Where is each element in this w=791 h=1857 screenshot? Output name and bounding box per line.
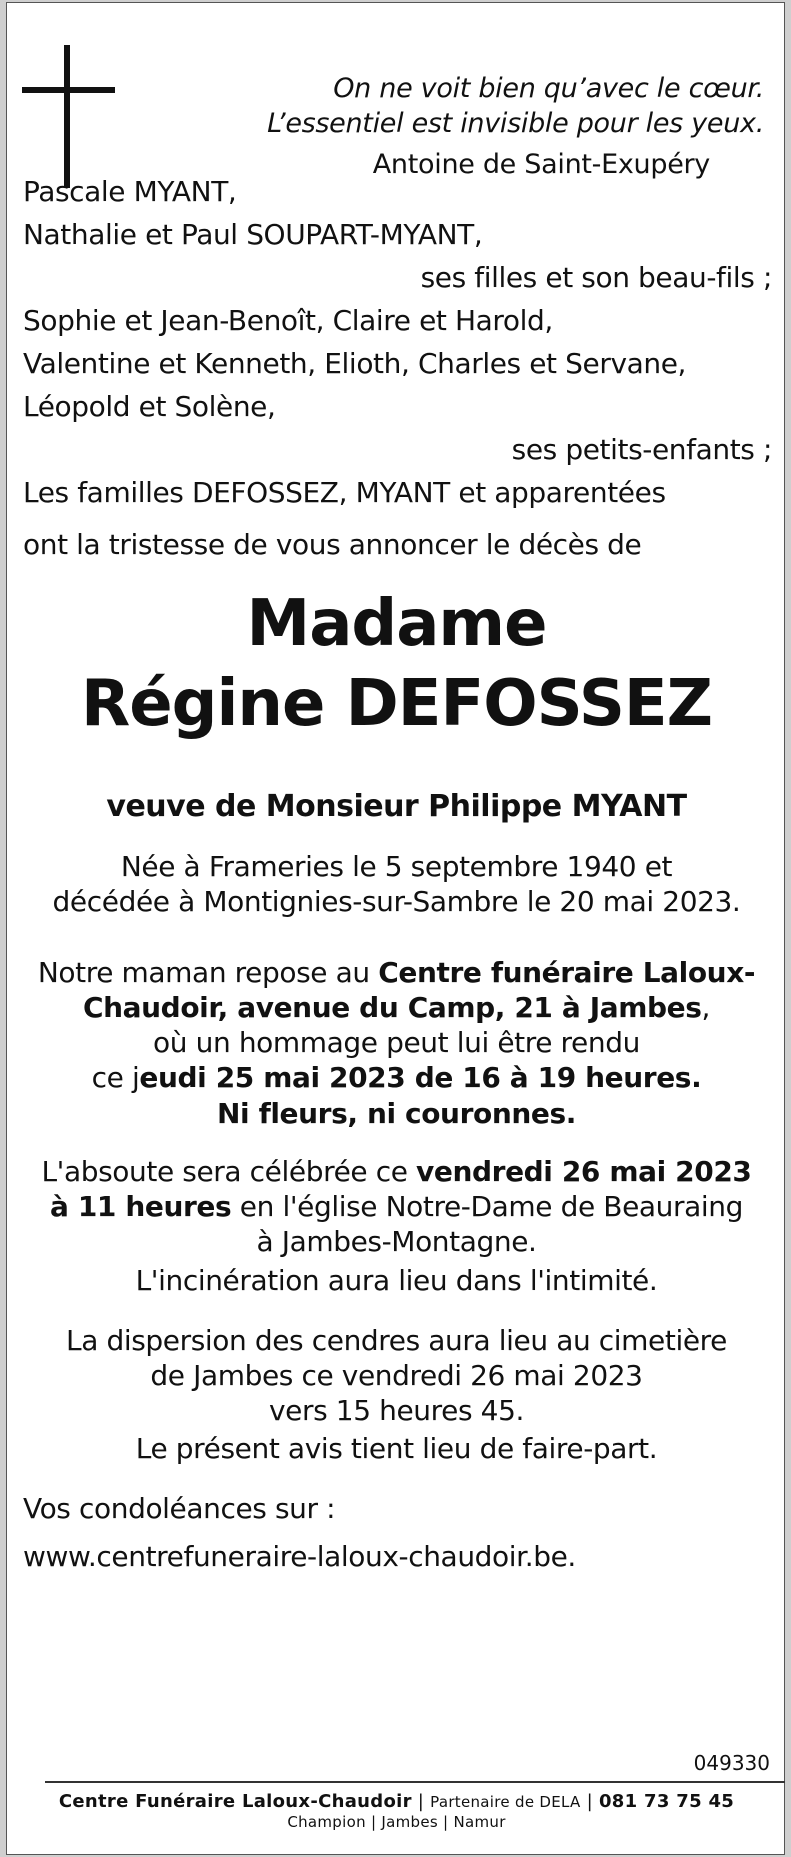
deceased-widow-line: veuve de Monsieur Philippe MYANT xyxy=(106,789,687,824)
flowers-text: Ni fleurs, ni couronnes. xyxy=(217,1097,576,1130)
notice-note: Le présent avis tient lieu de faire-part. xyxy=(135,1432,658,1465)
obituary-notice xyxy=(6,2,785,1855)
birth-line: Née à Frameries le 5 septembre 1940 et xyxy=(120,850,673,883)
rest-punct: , xyxy=(701,991,711,1024)
deceased-title: Madame xyxy=(246,587,547,661)
cross-icon-bar xyxy=(22,87,115,93)
footer-phone: 081 73 75 45 xyxy=(598,1791,735,1812)
family-relation: ses petits-enfants ; xyxy=(511,433,772,466)
absoute-info xyxy=(7,1154,786,1259)
birth-death-info xyxy=(7,849,786,919)
condolences-link[interactable]: www.centrefuneraire-laloux-chaudoir.be. xyxy=(23,1540,576,1573)
family-line: Nathalie et Paul SOUPART-MYANT, xyxy=(23,218,483,251)
footer-divider xyxy=(45,1781,785,1783)
reference-number: 049330 xyxy=(693,1751,770,1775)
family-line: Les familles DEFOSSEZ, MYANT et apparentées xyxy=(23,476,666,509)
announcement-line: ont la tristesse de vous annoncer le décès de xyxy=(23,528,642,561)
family-line: Pascale MYANT, xyxy=(23,175,237,208)
homage-prefix: ce j xyxy=(91,1061,140,1094)
footer-locations: Champion | Jambes | Namur xyxy=(287,1813,506,1831)
rest-place: Centre funéraire Laloux- xyxy=(378,956,756,989)
family-line: Léopold et Solène, xyxy=(23,390,276,423)
absoute-location: à Jambes-Montagne. xyxy=(256,1225,537,1258)
dispersion-info xyxy=(7,1323,786,1428)
flowers-note xyxy=(7,1096,786,1131)
family-line: Sophie et Jean-Benoît, Claire et Harold, xyxy=(23,304,553,337)
dispersion-line: La dispersion des cendres aura lieu au cimetière xyxy=(66,1324,727,1357)
footer-sep: | xyxy=(586,1791,593,1812)
absoute-date: vendredi 26 mai 2023 xyxy=(416,1155,752,1188)
quote-line-1: On ne voit bien qu’avec le cœur. xyxy=(333,73,764,104)
cross-icon xyxy=(64,45,70,188)
dispersion-line: de Jambes ce vendredi 26 mai 2023 xyxy=(150,1359,643,1392)
footer-line xyxy=(7,1790,786,1814)
homage-datetime: eudi 25 mai 2023 de 16 à 19 heures. xyxy=(139,1061,702,1094)
quote-line-2: L’essentiel est invisible pour les yeux. xyxy=(267,108,764,139)
family-line: Valentine et Kenneth, Elioth, Charles et Servane, xyxy=(23,347,687,380)
quote xyxy=(267,71,764,180)
rest-info xyxy=(7,955,786,1095)
death-line: décédée à Montignies-sur-Sambre le 20 mai 2023. xyxy=(52,885,741,918)
condolences-label: Vos condoléances sur : xyxy=(23,1492,336,1525)
absoute-text: L'absoute sera célébrée ce xyxy=(41,1155,417,1188)
rest-text: Notre maman repose au xyxy=(37,956,379,989)
dispersion-line: vers 15 heures 45. xyxy=(269,1394,524,1427)
footer-partner: Partenaire de DELA xyxy=(430,1793,581,1811)
quote-author: Antoine de Saint-Exupéry xyxy=(372,149,710,180)
homage-text: où un hommage peut lui être rendu xyxy=(153,1026,640,1059)
footer-sep: | xyxy=(417,1791,425,1812)
absoute-place: en l'église Notre-Dame de Beauraing xyxy=(231,1190,744,1223)
rest-address: Chaudoir, avenue du Camp, 21 à Jambes xyxy=(82,991,702,1024)
family-relation: ses filles et son beau-fils ; xyxy=(420,261,772,294)
absoute-time: à 11 heures xyxy=(49,1190,232,1223)
incineration-note: L'incinération aura lieu dans l'intimité. xyxy=(135,1264,658,1297)
footer-company: Centre Funéraire Laloux-Chaudoir xyxy=(58,1791,412,1812)
deceased-name: Régine DEFOSSEZ xyxy=(80,667,713,741)
